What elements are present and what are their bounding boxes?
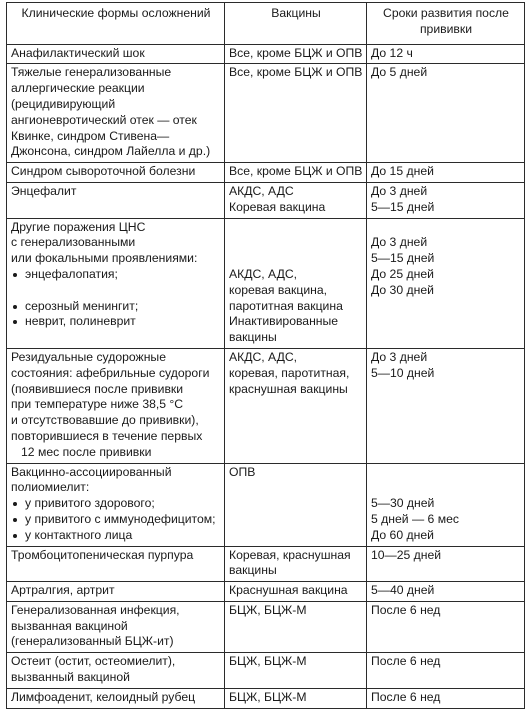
- bullet-item: неврит, полиневрит: [11, 314, 221, 330]
- table-row: [7, 582, 525, 602]
- cell-form: Тяжелые генерализованные аллергические реакции (рецидивирующий ангионевротический отек — отек Квинке, синдром Стивена— Джонсона, синдром Лайелла и др.): [7, 64, 225, 163]
- header-clinical-forms: Клинические формы осложнений: [7, 3, 225, 45]
- cell-vaccine: БЦЖ, БЦЖ-М: [225, 653, 367, 689]
- cell-timing: До 15 дней: [367, 163, 525, 183]
- cell-timing: 10—25 дней: [367, 546, 525, 582]
- cell-timing: До 3 дней 5—10 дней: [367, 348, 525, 463]
- cell-timing: 5—30 дней 5 дней — 6 мес До 60 дней: [367, 463, 525, 546]
- bullet-item: у контактного лица: [11, 528, 221, 544]
- table-row: [7, 64, 525, 163]
- cell-timing: 5—40 дней: [367, 582, 525, 602]
- cell-vaccine: АКДС, АДС, коревая, паротитная, краснушная вакцины: [225, 348, 367, 463]
- cell-form: Тромбоцитопеническая пурпура: [7, 546, 225, 582]
- bullet-item: энцефалопатия;: [11, 267, 221, 283]
- table-row: [7, 44, 525, 64]
- complications-table-wrapper: [6, 2, 524, 709]
- table-row: [7, 463, 525, 546]
- cell-timing: После 6 нед: [367, 653, 525, 689]
- header-vaccines: Вакцины: [225, 3, 367, 45]
- cell-vaccine: Краснушная вакцина: [225, 582, 367, 602]
- cell-form: Лимфоаденит, келоидный рубец: [7, 688, 225, 708]
- cell-vaccine: ОПВ: [225, 463, 367, 546]
- bullet-item: серозный менингит;: [11, 299, 221, 315]
- header-timing: Сроки развития после прививки: [367, 3, 525, 45]
- cell-timing: До 3 дней 5—15 дней До 25 дней До 30 дней: [367, 218, 525, 348]
- cell-timing: До 5 дней: [367, 64, 525, 163]
- cell-vaccine: АКДС, АДС Коревая вакцина: [225, 182, 367, 218]
- cell-timing: После 6 нед: [367, 601, 525, 652]
- cell-form: Генерализованная инфекция, вызванная вакциной (генерализованный БЦЖ-ит): [7, 601, 225, 652]
- cell-form: Артралгия, артрит: [7, 582, 225, 602]
- table-row: [7, 218, 525, 348]
- cell-vaccine: Все, кроме БЦЖ и ОПВ: [225, 44, 367, 64]
- bullet-item: у привитого здорового;: [11, 496, 221, 512]
- cell-form: Синдром сывороточной болезни: [7, 163, 225, 183]
- cell-form: Остеит (остит, остеомиелит), вызванный вакциной: [7, 653, 225, 689]
- cell-form: Вакцинно-ассоциированный полиомиелит: у привитого здорового; у привитого с иммунодефицитом; у контактного лица: [7, 463, 225, 546]
- table-row: [7, 688, 525, 708]
- cell-timing: До 3 дней 5—15 дней: [367, 182, 525, 218]
- table-row: [7, 163, 525, 183]
- vaccine-complications-table: [6, 2, 525, 709]
- cell-timing: После 6 нед: [367, 688, 525, 708]
- table-header-row: [7, 3, 525, 45]
- cell-vaccine: АКДС, АДС, коревая вакцина, паротитная вакцина Инактивированные вакцины: [225, 218, 367, 348]
- table-row: [7, 348, 525, 463]
- cell-form: Энцефалит: [7, 182, 225, 218]
- cell-form: Другие поражения ЦНС с генерализованными или фокальными проявлениями: энцефалопатия; серозный менингит; неврит, полиневрит: [7, 218, 225, 348]
- cell-form: Анафилактический шок: [7, 44, 225, 64]
- table-row: [7, 182, 525, 218]
- cell-vaccine: Все, кроме БЦЖ и ОПВ: [225, 163, 367, 183]
- cell-vaccine: Все, кроме БЦЖ и ОПВ: [225, 64, 367, 163]
- cell-vaccine: БЦЖ, БЦЖ-М: [225, 601, 367, 652]
- table-row: [7, 601, 525, 652]
- cell-timing: До 12 ч: [367, 44, 525, 64]
- bullet-item: у привитого с иммунодефицитом;: [11, 512, 221, 528]
- cell-vaccine: БЦЖ, БЦЖ-М: [225, 688, 367, 708]
- table-row: [7, 546, 525, 582]
- cell-form: Резидуальные судорожные состояния: афебрильные судороги (появившиеся после прививки при температуре ниже 38,5 °С и отсутствовавшие до прививки), повторившиеся в течение первых 12 мес после прививки: [7, 348, 225, 463]
- cell-vaccine: Коревая, краснушная вакцины: [225, 546, 367, 582]
- table-row: [7, 653, 525, 689]
